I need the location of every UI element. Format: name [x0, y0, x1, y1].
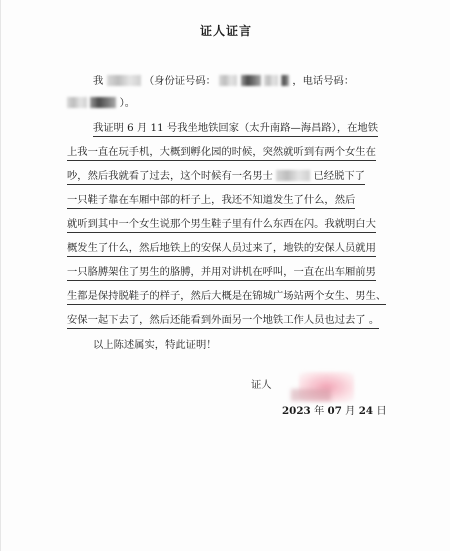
closing-statement: 以上陈述属实，特此证明！ — [93, 339, 217, 351]
date-line — [282, 402, 387, 417]
date-day: 24 — [358, 405, 374, 417]
body-line-3 — [67, 169, 365, 185]
document-title: 证人证言 — [199, 24, 252, 38]
body-line-9: 安保一起下去了，然后还能看到外面另一个地铁工作人员也过去了 。 — [67, 313, 379, 329]
intro-text-4: ）。 — [119, 97, 136, 109]
redacted-id-4 — [281, 75, 289, 86]
body-line-5: 就听到其中一个女生说那个男生鞋子里有什么东西在闪。我就明白大 — [67, 217, 376, 233]
body-line-2: 上我一直在玩手机，大概到孵化园的时候，突然就听到有两个女生在 — [67, 145, 376, 161]
intro-line-2 — [67, 96, 135, 110]
witness-label: 证人 — [251, 379, 272, 391]
redacted-id-3 — [264, 75, 278, 86]
signature-redacted — [291, 389, 331, 401]
date-month-unit: 月 — [345, 405, 356, 417]
redacted-phone-1 — [67, 97, 87, 108]
date-year-unit: 年 — [313, 405, 325, 417]
intro-text-1: 我 — [93, 75, 104, 87]
intro-text-2: （身份证号码： — [143, 75, 216, 87]
redacted-name — [107, 75, 141, 86]
redacted-id-1 — [219, 75, 237, 86]
redacted-phone-2 — [90, 97, 116, 108]
date-year: 2023 — [282, 405, 311, 417]
body-line-6: 概发生了什么，然后地铁上的安保人员过来了，地铁的安保人员就用 — [67, 241, 376, 257]
redacted-id-2 — [241, 75, 261, 86]
intro-line — [93, 74, 354, 88]
redacted-man — [276, 170, 310, 181]
body-line-4: 一只鞋子靠在车厢中部的杆子上，我还不知道发生了什么，然后 — [67, 193, 355, 209]
date-day-unit: 日 — [376, 405, 387, 417]
intro-text-3: ，电话号码： — [292, 75, 355, 87]
body-line-3-text: 吵，然后我就看了过去，这个时候有一名男士 — [67, 170, 273, 182]
body-line-3-text-2: 已经脱下了 — [313, 170, 365, 182]
body-line-7: 一只胳膊架住了男生的胳膊，并用对讲机在呼叫，一直在出车厢前男 — [67, 265, 376, 281]
body-line-1: 我证明 6 月 11 号我坐地铁回家（太升南路—海昌路），在地铁 — [93, 121, 378, 137]
date-month: 07 — [327, 405, 342, 417]
body-line-8: 生都是保持脱鞋子的样子，然后大概是在锦城广场站两个女生、男生、 — [67, 289, 386, 305]
